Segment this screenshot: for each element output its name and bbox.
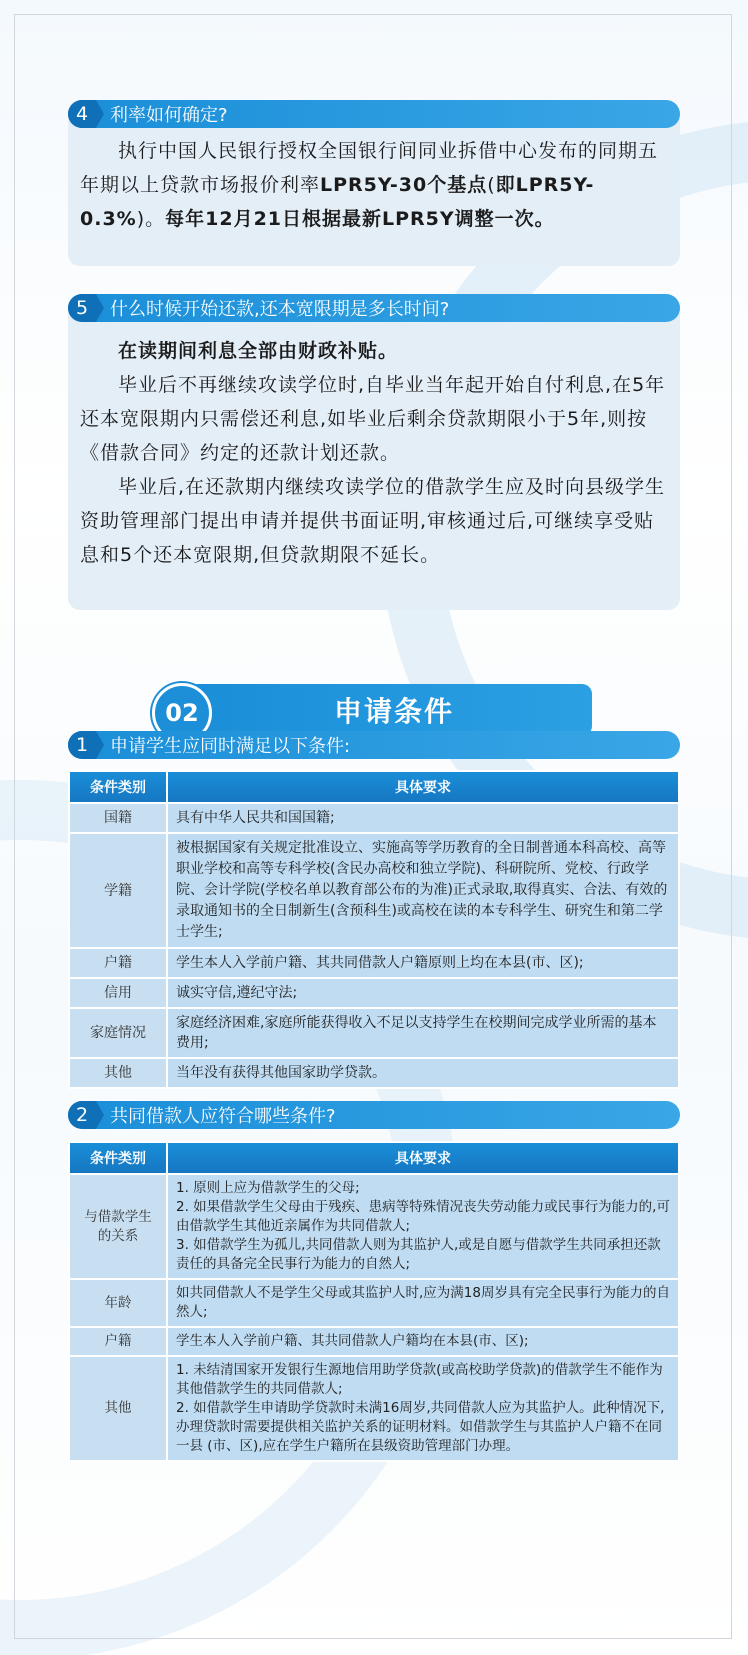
q5-paragraph-3: 毕业后,在还款期内继续攻读学位的借款学生应及时向县级学生资助管理部门提出申请并提供书面证明,审核通过后,可继续享受贴息和5个还本宽限期,但贷款期限不延长。 [80, 476, 666, 566]
row-category: 其他 [69, 1058, 167, 1088]
row-category: 户籍 [69, 1327, 167, 1356]
q5-paragraph-2: 毕业后不再继续攻读学位时,自毕业当年起开始自付利息,在5年还本宽限期内只需偿还利息,如毕业后剩余贷款期限小于5年,则按《借款合同》约定的还款计划还款。 [80, 374, 666, 464]
requirement-line: 2. 如果借款学生父母由于残疾、患病等特殊情况丧失劳动能力或民事行为能力的,可由借款学生其他近亲属作为共同借款人; [176, 1199, 670, 1234]
row-requirement: 当年没有获得其他国家助学贷款。 [167, 1058, 679, 1088]
q5-number: 5 [68, 294, 96, 322]
row-category: 国籍 [69, 803, 167, 833]
q4-text: 执行中国人民银行授权全国银行间同业拆借中心发布的同期五年期以上贷款市场报价利率 [80, 140, 659, 196]
table-header-row [69, 1142, 679, 1174]
q2-header [68, 1101, 680, 1129]
row-requirement [167, 1356, 679, 1461]
section-number: 02 [152, 683, 212, 743]
table-row [69, 1058, 679, 1088]
q4-rate: LPR5Y-30个基点 [320, 174, 488, 196]
table-row [69, 948, 679, 978]
row-requirement: 家庭经济困难,家庭所能获得收入不足以支持学生在校期间完成学业所需的基本费用; [167, 1008, 679, 1058]
q4-rate-detail: 即LPR5Y-0.3% [80, 174, 595, 230]
table-row [69, 833, 679, 948]
requirement-line: 1. 原则上应为借款学生的父母; [176, 1180, 360, 1196]
q4-adjust: 每年12月21日根据最新LPR5Y调整 [165, 208, 495, 230]
row-category: 信用 [69, 978, 167, 1008]
table-row [69, 1327, 679, 1356]
requirement-line: 2. 如借款学生申请助学贷款时未满16周岁,共同借款人应为其监护人。此种情况下,办理贷款时需要提供相关监护关系的证明材料。如借款学生与其监护人户籍不在同一县 (市、区),应在学生户籍所在县级资助管理部门办理。 [176, 1400, 665, 1454]
table-row [69, 1356, 679, 1461]
q1-title: 申请学生应同时满足以下条件: [110, 736, 351, 757]
row-category: 与借款学生的关系 [69, 1174, 167, 1279]
table-row [69, 1279, 679, 1327]
col-header-requirement: 具体要求 [167, 1142, 679, 1174]
q1-number: 1 [68, 731, 96, 759]
col-header-category: 条件类别 [69, 771, 167, 803]
q5-title: 什么时候开始还款,还本宽限期是多长时间? [110, 299, 450, 320]
row-requirement [167, 1327, 679, 1356]
section-title-bar [196, 684, 592, 736]
co-borrower-conditions-table [68, 1141, 680, 1462]
q4-title: 利率如何确定? [110, 105, 228, 126]
row-category: 其他 [69, 1356, 167, 1461]
q2-number: 2 [68, 1101, 96, 1129]
section-title: 申请条件 [333, 695, 454, 728]
requirement-line: 如共同借款人不是学生父母或其监护人时,应为满18周岁具有完全民事行为能力的自然人; [176, 1285, 670, 1320]
row-requirement: 学生本人入学前户籍、其共同借款人户籍原则上均在本县(市、区); [167, 948, 679, 978]
row-requirement [167, 1174, 679, 1279]
requirement-line: 学生本人入学前户籍、其共同借款人户籍均在本县(市、区); [176, 1333, 529, 1349]
q5-answer [80, 334, 672, 572]
table-row [69, 803, 679, 833]
table-row [69, 1008, 679, 1058]
q1-header [68, 731, 680, 759]
requirement-line: 3. 如借款学生为孤儿,共同借款人则为其监护人,或是自愿与借款学生共同承担还款责任的具备完全民事行为能力的自然人; [176, 1237, 661, 1272]
col-header-requirement: 具体要求 [167, 771, 679, 803]
student-conditions-table [68, 770, 680, 1089]
row-requirement: 诚实守信,遵纪守法; [167, 978, 679, 1008]
q4-number: 4 [68, 100, 96, 128]
row-category: 户籍 [69, 948, 167, 978]
row-requirement: 具有中华人民共和国国籍; [167, 803, 679, 833]
requirement-line: 1. 未结清国家开发银行生源地信用助学贷款(或高校助学贷款)的借款学生不能作为其他借款学生的共同借款人; [176, 1362, 663, 1397]
q5-header [68, 294, 680, 322]
row-requirement [167, 1279, 679, 1327]
table-row [69, 978, 679, 1008]
q5-subsidy: 在读期间利息全部由财政补贴。 [118, 340, 399, 362]
row-category: 学籍 [69, 833, 167, 948]
q4-paren-open: ( [487, 174, 496, 196]
q4-paren-close: )。 [136, 208, 166, 230]
q4-once: 一次。 [494, 208, 555, 230]
q2-title: 共同借款人应符合哪些条件? [110, 1106, 336, 1127]
row-requirement: 被根据国家有关规定批准设立、实施高等学历教育的全日制普通本科高校、高等职业学校和高等专科学校(含民办高校和独立学院)、科研院所、党校、行政学院、会计学院(学校名单以教育部公布的为准)正式录取,取得真实、合法、有效的录取通知书的全日制新生(含预科生)或高校在读的本专科学生、研究生和第二学士学生; [167, 833, 679, 948]
col-header-category: 条件类别 [69, 1142, 167, 1174]
table-header-row [69, 771, 679, 803]
q4-answer [80, 134, 672, 236]
table-row [69, 1174, 679, 1279]
q4-header [68, 100, 680, 128]
row-category: 年龄 [69, 1279, 167, 1327]
row-category: 家庭情况 [69, 1008, 167, 1058]
